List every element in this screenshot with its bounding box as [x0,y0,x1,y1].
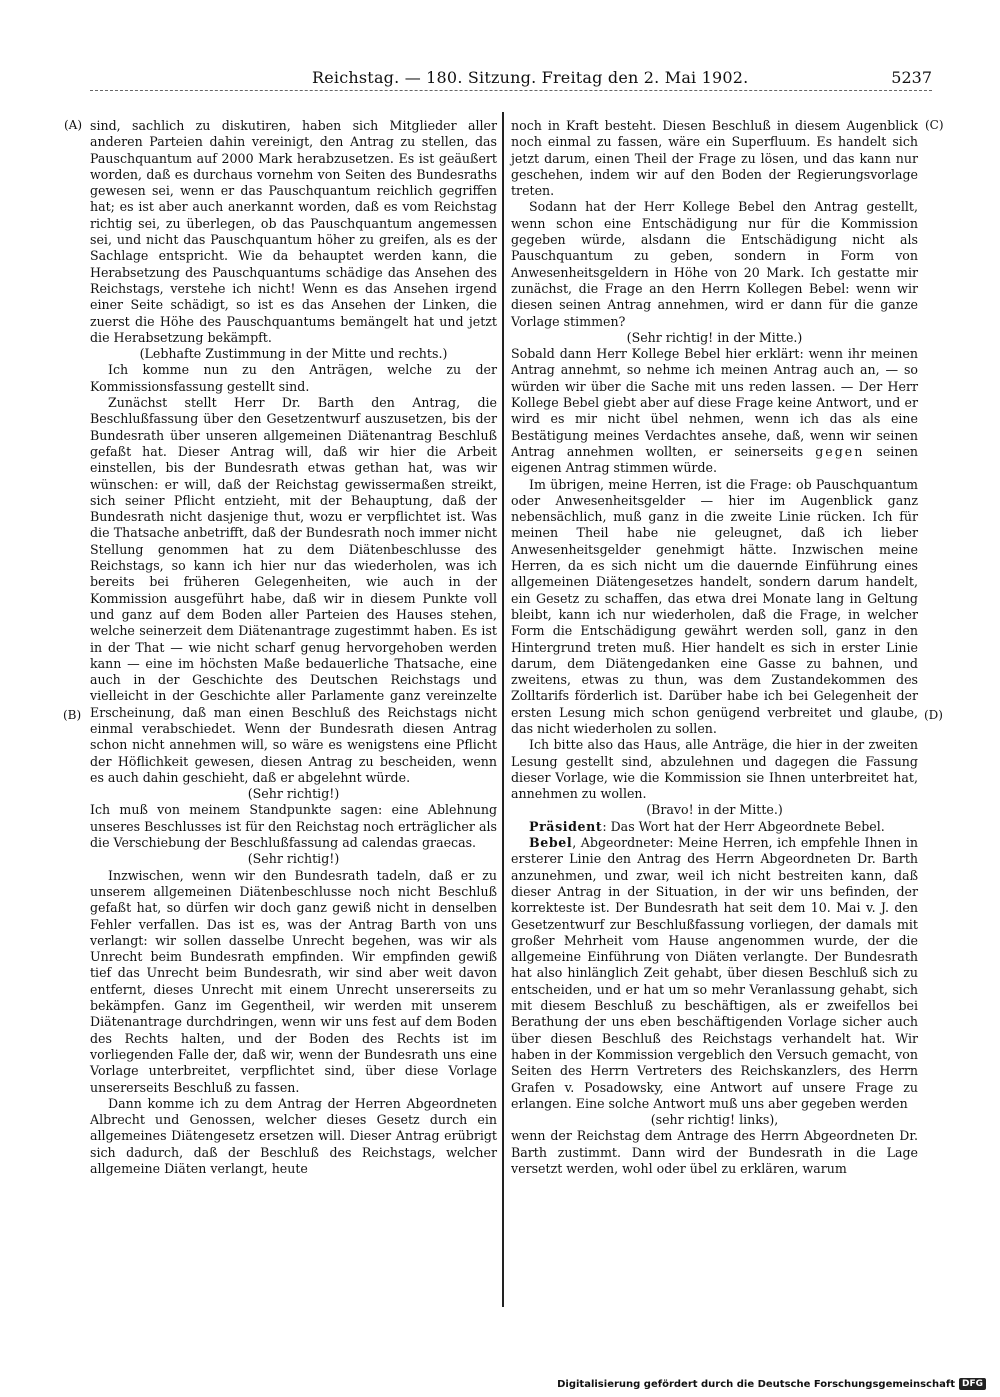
text-run: (Sehr richtig!) [247,851,340,867]
margin-marker-b: (B) [63,708,82,722]
text-run: : Das Wort hat der Herr Abgeordnete Bebel. [602,818,885,834]
header-rule [90,90,932,91]
text-run: Zunächst stellt Herr Dr. Barth den Antrag, die Beschlußfassung über den Gesetzentwurf auszusetzen, bis der Bundesrath über unseren allgemeinen Diätenantrag Beschluß gefaßt hat. Dieser Antrag will, daß wir hier die Arbeit einstellen, bis der Bundesrath etwas gethan hat, was wir wünschen: er will, daß der Reichstag gewissermaßen streikt, sich seiner Pflicht entzieht, mit der Behauptung, daß der Bundesrath nicht dasjenige thut, wozu er verpflichtet ist. Was die Thatsache anbetrifft, daß der Bundesrath noch immer nicht Stellung genommen hat zu dem Diätenbeschlusse des Reichstags, so kann ich hier nur das wiederholen, was ich bereits bei früheren Gelegenheiten, wie auch in der Kommission ausgeführt habe, daß wir in diesem Punkte voll und ganz auf dem Boden aller Parteien des Hauses stehen, welche seinerzeit dem Diätenantrage zugestimmt haben. Es ist in der That — wie nicht scharf genug hervorgehoben werden kann — eine im höchsten Maße bedauerliche Thatsache, eine auch in der Geschichte des Deutschen Reichstags und vielleicht in der Geschichte aller Parlamente ganz vereinzelte Erscheinung, daß man einen Beschluß des Reichstags nicht einmal verabschiedet. Wenn der Bundesrath diesen Antrag schon nicht annehmen will, so wäre es wenigstens eine Pflicht der Höflichkeit gewesen, diesen Antrag zu bescheiden, wenn es auch dahin geschieht, daß er abgelehnt würde. [90,395,497,785]
text-run: Im übrigen, meine Herren, ist die Frage: ob Pauschquantum oder Anwesenheitsgelder — hier im Augenblick ganz nebensächlich, muß ganz in die zweite Linie rücken. Ich für meinen Theil habe nie geleugnet, daß ich lieber Anwesenheitsgelder genehmigt hätte. Inzwischen meine Herren, da es sich nicht um die dauernde Einführung eines allgemeinen Diätengesetzes handelt, sondern darum handelt, ein Gesetz zu schaffen, das etwa drei Monate lang in Geltung bleibt, kann ich nur wiederholen, daß die Frage, in welcher Form die Entschädigung gewährt werden soll, ganz in den Hintergrund treten muß. Hier handelt es sich in erster Linie darum, dem Diätengedanken eine Gasse zu bahnen, und zweitens, etwas zu thun, was dem Zustandekommen des Zolltarifs förderlich ist. Darüber habe ich bei Gelegenheit der ersten Lesung mich schon genügend verbreitet und glaube, das nicht wiederholen zu sollen. [511,476,918,736]
margin-marker-d: (D) [924,708,943,722]
paragraph [511,819,918,835]
interjection [90,851,497,867]
paragraph [511,1128,918,1177]
paragraph [511,835,918,1112]
text-run: Ich komme nun zu den Anträgen, welche zu der Kommissionsfassung gestellt sind. [90,362,497,394]
paragraph [511,118,918,199]
interjection [511,802,918,818]
page-number: 5237 [891,68,932,87]
text-run: (sehr richtig! links), [650,1112,779,1128]
text-run: , Abgeordneter: Meine Herren, ich empfehle Ihnen in ersterer Linie den Antrag des Herrn Abgeordneten Dr. Barth anzunehmen, und zwar, weil ich nicht bestreiten kann, daß dieser Antrag in der Situation, in der wir uns befinden, der korrekteste ist. Der Bundesrath hat seit dem 10. Mai v. J. den Gesetzentwurf zur Beschlußfassung vorliegen, der damals mit großer Mehrheit vom Hause angenommen wurde, der die allgemeine Einführung von Diäten verlangte. Der Bundesrath hat also hinlänglich Zeit gehabt, über diesen Beschluß sich zu entscheiden, und er hat um so mehr Veranlassung gehabt, sich mit diesem Beschluß zu beschäftigen, als er zweifellos bei Berathung der uns eben beschäftigenden Vorlage sicher auch über diesen Beschluß des Reichstags verhandelt hat. Wir haben in der Kommission vergeblich den Versuch gemacht, von Seiten des Herrn Vertreters des Reichskanzlers, des Herrn Grafen v. Posadowsky, eine Antwort auf unsere Frage zu erlangen. Eine solche Antwort muß uns aber gegeben werden [511,835,918,1111]
paragraph [90,118,497,346]
text-run: Sobald dann Herr Kollege Bebel hier erklärt: wenn ihr meinen Antrag annehmt, so nehme ich meinen Antrag auch an, — so würden wir über die Sache mit uns reden lassen. — Der Herr Kollege Bebel giebt aber auf diese Frage keine Antwort, und er wird es mir nicht übel nehmen, wenn ich das als eine Bestätigung meines Verdachtes ansehe, daß, wenn wir seinen Antrag annehmen wollten, er seinerseits [511,346,918,459]
paragraph [511,477,918,738]
footer [557,1376,986,1392]
margin-marker-a: (A) [64,118,83,132]
paragraph [511,346,918,476]
dfg-logo: DFG [959,1378,986,1390]
text-run: Ich muß von meinem Standpunkte sagen: eine Ablehnung unseres Beschlusses ist für den Reichstag noch erträglicher als die Verschiebung der Beschlußfassung ad calendas graecas. [90,802,497,851]
interjection [511,330,918,346]
text-run: (Lebhafte Zustimmung in der Mitte und rechts.) [139,346,448,362]
page-header [60,68,932,92]
paragraph [90,868,497,1096]
text-run: (Sehr richtig!) [247,786,340,802]
footer-credit: Digitalisierung gefördert durch die Deutsche Forschungsgemeinschaft [557,1378,955,1390]
margin-marker-c: (C) [925,118,944,132]
text-run: Inzwischen, wenn wir den Bundesrath tadeln, daß er zu unserem allgemeinen Diätenbeschlusse noch nicht Beschluß gefaßt hat, so dürfen wir doch ganz gewiß nicht in denselben Fehler verfallen. Das ist es, was der Antrag Barth von uns verlangt: wir sollen dasselbe Unrecht begehen, was wir als Unrecht beim Bundesrath empfinden. Wir empfinden gewiß tief das Unrecht beim Bundesrath, wir sind aber weit davon entfernt, dieses Unrecht mit einem Unrecht unsererseits zu bekämpfen. Ganz im Gegentheil, wir werden mit unserem Diätenantrage durchdringen, wenn wir uns fest auf dem Boden des Rechts halten, und der Boden des Rechts ist im vorliegenden Falle der, daß wir, wenn der Bundesrath uns eine Vorlage unterbreitet, verpflichtet sind, über diese Vorlage unsererseits Beschluß zu fassen. [90,867,497,1095]
interjection [90,346,497,362]
text-run: Sodann hat der Herr Kollege Bebel den Antrag gestellt, wenn schon eine Entschädigung nur für die Kommission gegeben würde, alsdann die Entschädigung nicht als Pauschquantum zu geben, sondern in Form von Anwesenheitsgeldern in Höhe von 20 Mark. Ich gestatte mir zunächst, die Frage an den Herrn Kollegen Bebel: wenn wir diesen seinen Antrag annehmen, wird er dann für die ganze Vorlage stimmen? [511,199,918,329]
paragraph [90,1096,497,1177]
text-run: (Bravo! in der Mitte.) [646,802,783,818]
text-run: gegen [815,443,865,459]
page-title: Reichstag. — 180. Sitzung. Freitag den 2. Mai 1902. [312,68,749,87]
column-divider [502,112,504,1307]
paragraph [90,802,497,851]
text-run: Dann komme ich zu dem Antrag der Herren Abgeordneten Albrecht und Genossen, welcher dieses Gesetz durch ein allgemeines Diätengesetz ersetzen will. Dieser Antrag erübrigt sich dadurch, daß der Beschluß des Reichstags, welcher allgemeine Diäten verlangt, heute [90,1095,497,1176]
left-column [90,118,497,1177]
interjection [511,1112,918,1128]
speaker-name: Präsident [529,818,603,834]
text-run: wenn der Reichstag dem Antrage des Herrn Abgeordneten Dr. Barth zustimmt. Dann wird der Bundesrath in die Lage versetzt werden, wohl oder übel zu erklären, warum [511,1128,918,1176]
paragraph [511,737,918,802]
text-run: noch in Kraft besteht. Diesen Beschluß in diesem Augenblick noch einmal zu fassen, wäre ein Superfluum. Es handelt sich jetzt darum, einen Theil der Frage zu lösen, und das kann nur geschehen, indem wir auf den Boden der Regierungsvorlage treten. [511,118,918,199]
paragraph [90,395,497,786]
text-run: seinen eigenen Antrag stimmen würde. [511,443,919,476]
text-run: (Sehr richtig! in der Mitte.) [626,329,803,345]
paragraph [511,199,918,329]
text-run: sind, sachlich zu diskutiren, haben sich Mitglieder aller anderen Parteien dahin vereinigt, den Antrag zu stellen, das Pauschquantum auf 2000 Mark herabzusetzen. Es ist geäußert worden, daß es durchaus vornehm von Seiten des Bundesraths gewesen sei, wenn er das Pauschquantum reichlich gegriffen hat; es ist aber auch anerkannt worden, daß es vom Reichstag richtig sei, zu überlegen, ob das Pauschquantum angemessen sei, und nicht das Pauschquantum höher zu greifen, als es der Sachlage entspricht. Wie da behauptet werden kann, die Herabsetzung des Pauschquantums schädige das Ansehen des Reichstags, verstehe ich nicht! Wenn es das Ansehen irgend einer Seite schädigt, so ist es das Ansehen der Linken, die zuerst die Höhe des Pauschquantums bemängelt hat und jetzt die Herabsetzung bekämpft. [90,118,497,345]
paragraph [90,362,497,395]
speaker-name: Bebel [529,835,573,851]
interjection [90,786,497,802]
right-column [511,118,918,1177]
text-run: Ich bitte also das Haus, alle Anträge, die hier in der zweiten Lesung gestellt sind, abzulehnen und dagegen die Fassung dieser Vorlage, wie die Kommission sie Ihnen unterbreitet hat, annehmen zu wollen. [511,737,918,802]
